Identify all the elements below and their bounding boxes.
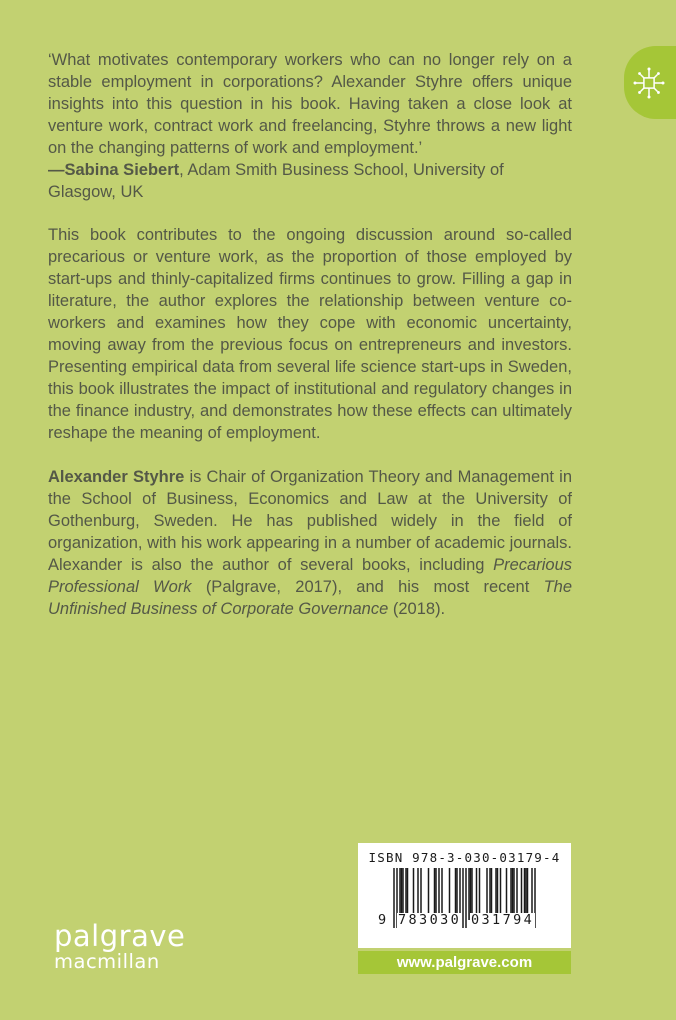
logo-palgrave: palgrave xyxy=(54,919,186,953)
ean-digits-left: 783030 xyxy=(398,912,462,928)
quote-attribution: —Sabina Siebert, Adam Smith Business School, University of Glasgow, UK xyxy=(48,161,504,201)
review-quote: ‘What motivates contemporary workers who can no longer rely on a stable employment in corporations? Alexander Styhre offers unique insights into this question in his book. Having taken a close look at venture work, contract work and freelancing, Styhre throws a new light on the changing patterns of work and employment.’ xyxy=(48,51,572,157)
isbn-label: ISBN 978-3-030-03179-4 xyxy=(368,850,561,865)
publisher-badge xyxy=(624,46,676,119)
ean-digits-right: 031794 xyxy=(471,912,535,928)
publisher-logo xyxy=(54,921,185,971)
synopsis: This book contributes to the ongoing discussion around so-called precarious or venture work, as the proportion of those employed by start-ups and thinly-capitalized firms continues to grow. Filling a gap in literature, the author explores the relationship between venture co-workers and examines how they cope with economic uncertainty, moving away from the previous focus on entrepreneurs and investors. Presenting empirical data from several life science start-ups in Sweden, this book illustrates the impact of institutional and regulatory changes in the finance industry, and demonstrates how these effects can ultimately reshape the meaning of employment. xyxy=(48,226,572,442)
ean-digit-lead: 9 xyxy=(378,912,387,928)
network-asterisk-icon xyxy=(632,66,666,100)
back-cover-text xyxy=(48,49,572,620)
publisher-website: www.palgrave.com xyxy=(358,951,571,974)
logo-macmillan: macmillan xyxy=(54,950,160,973)
ean-barcode xyxy=(378,868,536,928)
author-bio: Alexander Styhre is Chair of Organization Theory and Management in the School of Business, Economics and Law at the University of Gothenburg, Sweden. He has published widely in the field of organization, with his work appearing in a number of academic journals. Alexander is also the author of several books, including Precarious Professional Work (Palgrave, 2017), and his most recent The Unfinished Business of Corporate Governance (2018). xyxy=(48,468,573,618)
isbn-barcode-box xyxy=(358,843,571,948)
